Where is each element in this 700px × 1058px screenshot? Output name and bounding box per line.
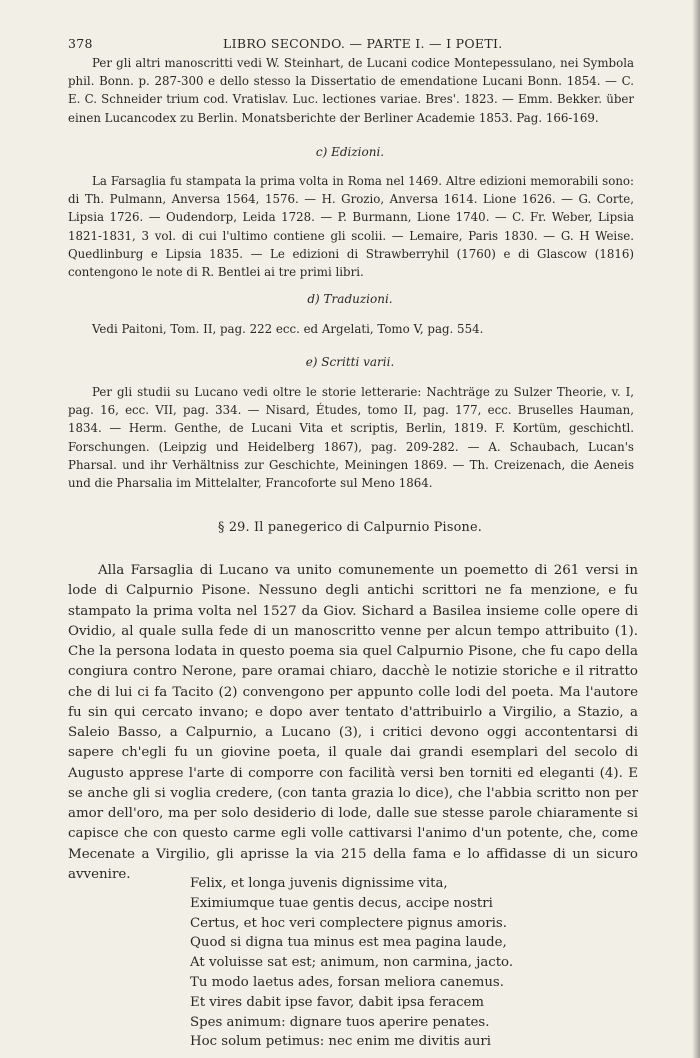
verse-line: Quod si digna tua minus est mea pagina laude, (190, 935, 507, 951)
verse-quotation (190, 874, 610, 1052)
section-title: § 29. Il panegerico di Calpurnio Pisone. (217, 520, 483, 535)
running-title: LIBRO SECONDO. — PARTE I. — I POETI. (223, 36, 503, 51)
page-edge-shadow (692, 0, 700, 1058)
verse-line: Hoc solum petimus: nec enim me divitis auri (190, 1034, 492, 1050)
subheading-writings: e) Scritti varii. (305, 355, 395, 369)
main-paragraph: Alla Farsaglia di Lucano va unito comunemente un poemetto di 261 versi in lode di Calpurnio Pisone. Nessuno degli antichi scrittori ne fa menzione, e fu stampato la prima volta nel 1527 da Giov. Sichard a Basilea insieme colle opere di Ovidio, al quale sulla fede di un manoscritto venne per alcun tempo attribuito (1). Che la persona lodata in questo poema sia quel Calpurnio Pisone, che fu capo della congiura contro Nerone, pare oramai chiaro, dacchè le notizie storiche e il ritratto che di lui ci fa Tacito (2) convengono per appunto colle lodi del poeta. Ma l'autore fu sin qui cercato invano; e dopo aver tentato d'attribuirlo a Virgilio, a Stazio, a Saleio Basso, a Calpurnio, a Lucano (3), i critici devono oggi accontentarsi di sapere ch'egli fu un giovine poeta, il quale dai grandi esemplari del secolo di Augusto apprese l'arte di comporre con facilità versi ben torniti ed eleganti (4). E se anche gli si voglia credere, (con tanta grazia lo dice), che l'abbia scritto non per amor dell'oro, ma per solo desiderio di lode, dalle sue stesse parole chiaramente si capisce che con questo carme egli volle cattivarsi l'animo d'un potente, che, come Mecenate a Virgilio, gli aprisse la via 215 della fama e lo affidasse di un sicuro avvenire. (68, 563, 638, 882)
verse-line: Tu modo laetus ades, forsan meliora canemus. (190, 974, 504, 990)
verse-line: Eximiumque tuae gentis decus, accipe nostri (190, 895, 493, 911)
verse-line: Spes animum: dignare tuos aperire penates. (190, 1014, 490, 1030)
editions-paragraph: La Farsaglia fu stampata la prima volta in Roma nel 1469. Altre edizioni memorabili sono: di Th. Pulmann, Anversa 1564, 1576. — H. Grozio, Anversa 1614. Lione 1626. — G. Corte, Lipsia 1726. — Oudendorp, Leida 1728. — P. Burmann, Lione 1740. — C. Fr. Weber, Lipsia 1821-1831, 3 vol. di cui l'ultimo contiene gli scolii. — Lemaire, Paris 1830. — G. H Weise. Quedlinburg e Lipsia 1835. — Le edizioni di Strawberryhil (1760) e di Glascow (1816) contengono le note di R. Bentlei ai tre primi libri. (68, 174, 634, 280)
running-header (68, 36, 634, 54)
page-number: 378 (68, 36, 93, 51)
manuscripts-paragraph: Per gli altri manoscritti vedi W. Steinhart, de Lucani codice Montepessulano, nei Symbola phil. Bonn. p. 287-300 e dello stesso la Dissertatio de emendatione Lucani Bonn. 1854. — C. E. C. Schneider trium cod. Vratislav. Luc. lectiones variae. Bres'. 1823. — Emm. Bekker. über einen Lucancodex zu Berlin. Monatsberichte der Berliner Academie 1853. Pag. 166-169. (68, 56, 634, 125)
subheading-editions: c) Edizioni. (315, 145, 385, 159)
verse-line: Certus, et hoc veri complectere pignus amoris. (190, 915, 507, 931)
verse-line: At voluisse sat est; animum, non carmina, jacto. (190, 955, 514, 971)
writings-paragraph: Per gli studii su Lucano vedi oltre le storie letterarie: Nachträge zu Sulzer Theorie, v. I, pag. 16, ecc. VII, pag. 334. — Nisard, Études, tomo II, pag. 177, ecc. Bruselles Hauman, 1834. — Herm. Genthe, de Lucani Vita et scriptis, Berlin, 1819. F. Kortüm, geschichtl. Forschungen. (Leipzig und Heidelberg 1867), pag. 209-282. — A. Schaubach, Lucan's Pharsal. und ihr Verhältniss zur Geschichte, Meiningen 1869. — Th. Creizenach, die Aeneis und die Pharsalia im Mittelalter, Francoforte sul Meno 1864. (68, 385, 634, 491)
translations-paragraph: Vedi Paitoni, Tom. II, pag. 222 ecc. ed Argelati, Tomo V, pag. 554. (92, 322, 484, 336)
verse-line: Et vires dabit ipse favor, dabit ipsa feracem (190, 994, 485, 1010)
verse-line: Felix, et longa juvenis dignissime vita, (190, 876, 448, 891)
subheading-translations: d) Traduzioni. (307, 292, 393, 306)
